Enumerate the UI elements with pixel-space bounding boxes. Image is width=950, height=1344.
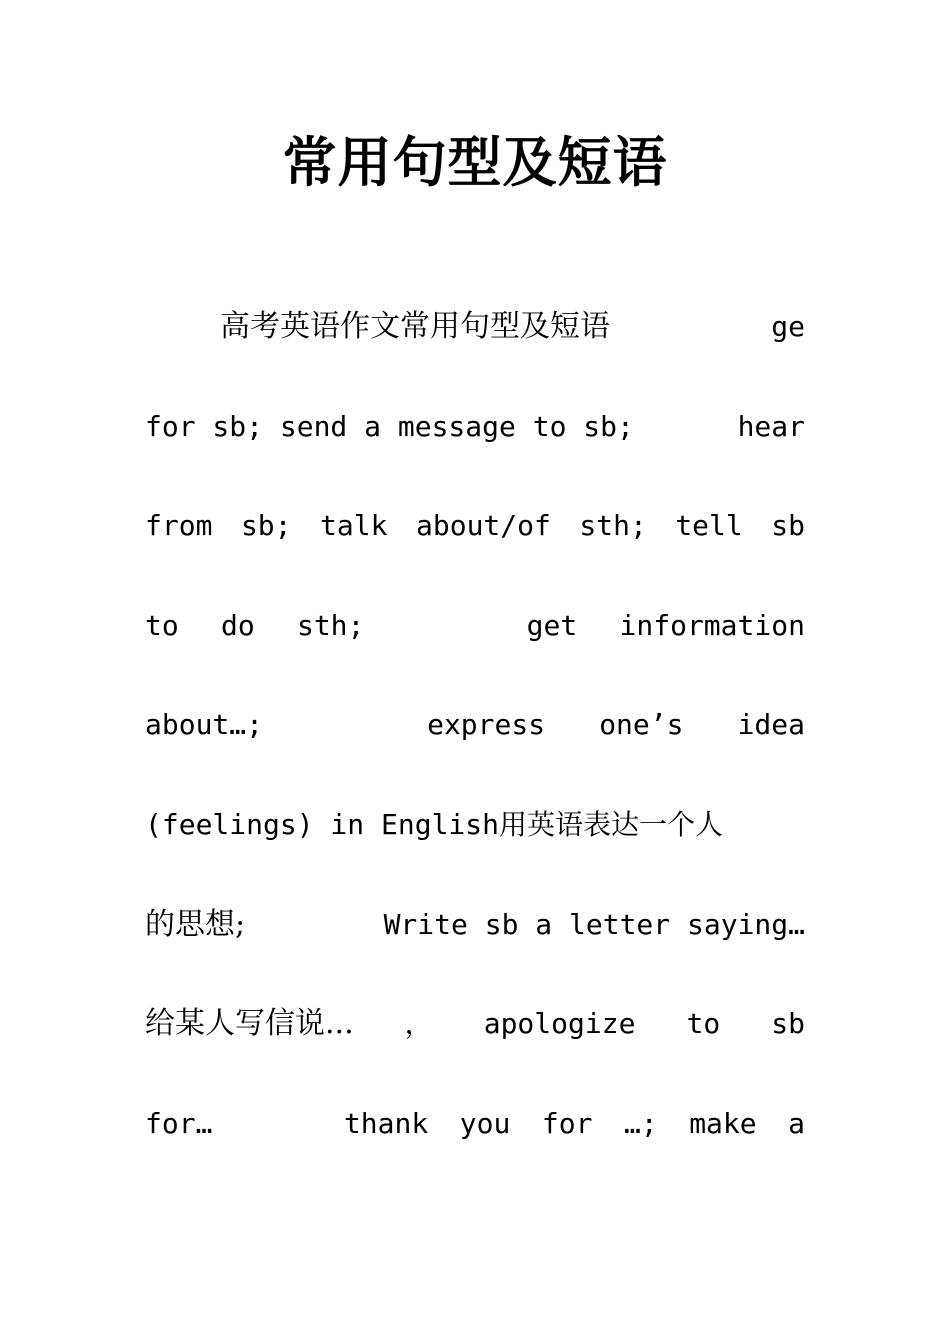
text-segment: to bbox=[145, 608, 179, 642]
text-segment: from bbox=[145, 509, 213, 543]
text-segment: for bbox=[541, 1106, 593, 1140]
text-segment: for sb; send a message to sb; bbox=[145, 409, 634, 443]
text-segment: sb; bbox=[240, 509, 292, 543]
text-segment: …; bbox=[623, 1106, 658, 1140]
text-segment: about…; bbox=[145, 708, 264, 742]
text-segment: sth; bbox=[579, 509, 647, 543]
text-segment: do bbox=[220, 608, 255, 642]
text-segment: sb bbox=[771, 509, 805, 543]
text-line bbox=[145, 1097, 805, 1197]
text-segment: make bbox=[689, 1106, 757, 1140]
text-segment: Write sb a letter saying… bbox=[383, 907, 805, 941]
text-segment: a bbox=[788, 1106, 805, 1140]
text-line bbox=[145, 499, 805, 599]
text-segment: information bbox=[619, 608, 805, 642]
text-segment: tell bbox=[675, 509, 743, 543]
text-segment: sb bbox=[771, 1007, 805, 1041]
text-segment: ， bbox=[404, 1007, 433, 1041]
text-segment: (feelings) in English用英语表达一个人 bbox=[145, 807, 724, 841]
text-line bbox=[145, 898, 805, 998]
text-segment: you bbox=[459, 1106, 511, 1140]
text-segment: thank bbox=[343, 1106, 429, 1140]
text-segment: for… bbox=[145, 1106, 213, 1140]
text-segment: 给某人写信说... bbox=[145, 1006, 354, 1042]
page-title: 常用句型及短语 bbox=[282, 131, 668, 194]
text-segment: 高考英语作文常用句型及短语 bbox=[220, 309, 610, 344]
text-line bbox=[145, 599, 805, 699]
text-segment: sth; bbox=[296, 608, 365, 642]
text-segment: about/of bbox=[416, 509, 551, 543]
text-segment: get bbox=[526, 608, 578, 642]
document-body bbox=[145, 300, 805, 1196]
text-segment: 的思想; bbox=[145, 906, 246, 942]
text-line bbox=[145, 300, 805, 400]
text-segment: to bbox=[686, 1007, 721, 1041]
text-segment: idea bbox=[737, 708, 805, 742]
text-line bbox=[145, 698, 805, 798]
text-line bbox=[145, 997, 805, 1097]
text-segment: ge bbox=[771, 310, 805, 343]
text-segment: hear bbox=[737, 409, 805, 443]
text-segment: one’s bbox=[599, 708, 684, 742]
text-segment: express bbox=[427, 708, 546, 742]
text-line bbox=[145, 798, 805, 898]
text-segment: talk bbox=[320, 509, 388, 543]
text-segment: apologize bbox=[483, 1007, 636, 1041]
text-line bbox=[145, 400, 805, 500]
